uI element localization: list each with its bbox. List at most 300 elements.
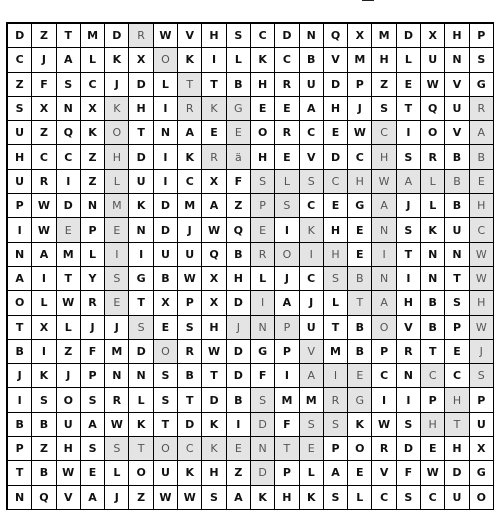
grid-cell[interactable]: K (105, 97, 129, 121)
grid-cell[interactable]: D (178, 413, 202, 437)
grid-cell[interactable]: H (251, 145, 275, 169)
grid-cell[interactable]: Z (81, 170, 105, 194)
grid-cell[interactable]: E (251, 218, 275, 242)
grid-cell[interactable]: B (421, 316, 445, 340)
grid-cell[interactable]: O (421, 121, 445, 145)
grid-cell[interactable]: R (251, 243, 275, 267)
grid-cell[interactable]: K (32, 364, 56, 388)
grid-cell[interactable]: Z (129, 486, 153, 510)
grid-cell[interactable]: U (154, 243, 178, 267)
grid-cell[interactable]: J (348, 97, 372, 121)
grid-cell[interactable]: L (105, 461, 129, 485)
grid-cell[interactable]: S (202, 486, 226, 510)
grid-cell[interactable]: R (397, 340, 421, 364)
grid-cell[interactable]: N (445, 243, 469, 267)
grid-cell[interactable]: Z (227, 194, 251, 218)
grid-cell[interactable]: S (57, 73, 81, 97)
grid-cell[interactable]: W (154, 24, 178, 48)
grid-cell[interactable]: N (397, 364, 421, 388)
grid-cell[interactable]: H (348, 170, 372, 194)
grid-cell[interactable]: H (445, 388, 469, 412)
grid-cell[interactable]: X (348, 24, 372, 48)
grid-cell[interactable]: W (421, 73, 445, 97)
grid-cell[interactable]: D (154, 194, 178, 218)
grid-cell[interactable]: M (57, 243, 81, 267)
grid-cell[interactable]: T (445, 413, 469, 437)
grid-cell[interactable]: P (275, 340, 299, 364)
grid-cell[interactable]: T (202, 364, 226, 388)
grid-cell[interactable]: D (227, 340, 251, 364)
grid-cell[interactable]: E (154, 316, 178, 340)
grid-cell[interactable]: G (129, 267, 153, 291)
grid-cell[interactable]: I (324, 364, 348, 388)
grid-cell[interactable]: S (470, 48, 494, 72)
grid-cell[interactable]: U (300, 316, 324, 340)
grid-cell[interactable]: L (81, 243, 105, 267)
grid-cell[interactable]: D (324, 73, 348, 97)
grid-cell[interactable]: H (202, 24, 226, 48)
grid-cell[interactable]: T (397, 243, 421, 267)
grid-cell[interactable]: S (227, 24, 251, 48)
grid-cell[interactable]: I (300, 243, 324, 267)
grid-cell[interactable]: U (129, 170, 153, 194)
grid-cell[interactable]: G (470, 73, 494, 97)
grid-cell[interactable]: I (57, 170, 81, 194)
grid-cell[interactable]: G (251, 340, 275, 364)
grid-cell[interactable]: I (154, 170, 178, 194)
grid-cell[interactable]: P (421, 388, 445, 412)
grid-cell[interactable]: F (275, 413, 299, 437)
grid-cell[interactable]: I (8, 388, 32, 412)
grid-cell[interactable]: H (324, 218, 348, 242)
grid-cell[interactable]: J (105, 486, 129, 510)
grid-cell[interactable]: Q (421, 97, 445, 121)
grid-cell[interactable]: R (202, 145, 226, 169)
grid-cell[interactable]: O (275, 243, 299, 267)
grid-cell[interactable]: W (202, 340, 226, 364)
grid-cell[interactable]: M (105, 194, 129, 218)
grid-cell[interactable]: M (372, 24, 396, 48)
grid-cell[interactable]: X (202, 291, 226, 315)
grid-cell[interactable]: G (348, 194, 372, 218)
grid-cell[interactable]: W (202, 218, 226, 242)
grid-cell[interactable]: S (129, 316, 153, 340)
grid-cell[interactable]: I (275, 218, 299, 242)
grid-cell[interactable]: L (421, 170, 445, 194)
grid-cell[interactable]: J (300, 291, 324, 315)
grid-cell[interactable]: K (129, 413, 153, 437)
grid-cell[interactable]: H (372, 145, 396, 169)
grid-cell[interactable]: H (445, 24, 469, 48)
grid-cell[interactable]: O (129, 461, 153, 485)
grid-cell[interactable]: P (275, 461, 299, 485)
grid-cell[interactable]: S (324, 413, 348, 437)
grid-cell[interactable]: T (8, 316, 32, 340)
grid-cell[interactable]: B (348, 316, 372, 340)
grid-cell[interactable]: V (178, 24, 202, 48)
grid-cell[interactable]: S (300, 413, 324, 437)
grid-cell[interactable]: S (470, 364, 494, 388)
grid-cell[interactable]: Y (81, 267, 105, 291)
grid-cell[interactable]: R (129, 24, 153, 48)
grid-cell[interactable]: C (421, 364, 445, 388)
grid-cell[interactable]: X (129, 48, 153, 72)
grid-cell[interactable]: W (470, 267, 494, 291)
grid-cell[interactable]: R (178, 340, 202, 364)
grid-cell[interactable]: L (275, 170, 299, 194)
grid-cell[interactable]: T (57, 24, 81, 48)
grid-cell[interactable]: I (372, 388, 396, 412)
grid-cell[interactable]: L (397, 48, 421, 72)
grid-cell[interactable]: V (397, 316, 421, 340)
grid-cell[interactable]: W (178, 486, 202, 510)
grid-cell[interactable]: ä (227, 145, 251, 169)
grid-cell[interactable]: J (32, 48, 56, 72)
grid-cell[interactable]: I (397, 267, 421, 291)
grid-cell[interactable]: E (324, 121, 348, 145)
grid-cell[interactable]: I (129, 243, 153, 267)
grid-cell[interactable]: T (129, 291, 153, 315)
grid-cell[interactable]: I (8, 218, 32, 242)
grid-cell[interactable]: A (300, 97, 324, 121)
grid-cell[interactable]: B (32, 461, 56, 485)
grid-cell[interactable]: D (227, 291, 251, 315)
grid-cell[interactable]: O (251, 121, 275, 145)
grid-cell[interactable]: L (154, 73, 178, 97)
grid-cell[interactable]: D (251, 413, 275, 437)
grid-cell[interactable]: S (251, 388, 275, 412)
grid-cell[interactable]: S (81, 388, 105, 412)
grid-cell[interactable]: H (397, 291, 421, 315)
grid-cell[interactable]: Q (227, 218, 251, 242)
grid-cell[interactable]: C (372, 364, 396, 388)
grid-cell[interactable]: K (178, 48, 202, 72)
grid-cell[interactable]: V (300, 145, 324, 169)
grid-cell[interactable]: S (178, 316, 202, 340)
grid-cell[interactable]: T (178, 388, 202, 412)
grid-cell[interactable]: T (445, 267, 469, 291)
grid-cell[interactable]: W (470, 243, 494, 267)
grid-cell[interactable]: S (324, 267, 348, 291)
grid-cell[interactable]: D (105, 24, 129, 48)
grid-cell[interactable]: K (300, 486, 324, 510)
grid-cell[interactable]: O (57, 388, 81, 412)
grid-cell[interactable]: O (154, 340, 178, 364)
grid-cell[interactable]: E (348, 364, 372, 388)
grid-cell[interactable]: T (178, 73, 202, 97)
grid-cell[interactable]: X (32, 97, 56, 121)
grid-cell[interactable]: S (32, 388, 56, 412)
grid-cell[interactable]: H (421, 413, 445, 437)
grid-cell[interactable]: D (227, 364, 251, 388)
grid-cell[interactable]: M (324, 340, 348, 364)
grid-cell[interactable]: V (57, 486, 81, 510)
grid-cell[interactable]: L (348, 486, 372, 510)
grid-cell[interactable]: L (227, 48, 251, 72)
grid-cell[interactable]: H (8, 145, 32, 169)
grid-cell[interactable]: U (470, 413, 494, 437)
grid-cell[interactable]: T (202, 73, 226, 97)
grid-cell[interactable]: F (397, 461, 421, 485)
grid-cell[interactable]: D (202, 388, 226, 412)
grid-cell[interactable]: S (8, 97, 32, 121)
grid-cell[interactable]: C (275, 48, 299, 72)
grid-cell[interactable]: R (421, 145, 445, 169)
grid-cell[interactable]: A (300, 364, 324, 388)
grid-cell[interactable]: S (154, 364, 178, 388)
grid-cell[interactable]: B (227, 388, 251, 412)
grid-cell[interactable]: W (348, 121, 372, 145)
grid-cell[interactable]: R (105, 388, 129, 412)
grid-cell[interactable]: N (8, 243, 32, 267)
grid-cell[interactable]: H (202, 316, 226, 340)
grid-cell[interactable]: E (81, 461, 105, 485)
grid-cell[interactable]: X (202, 170, 226, 194)
grid-cell[interactable]: I (202, 48, 226, 72)
grid-cell[interactable]: B (445, 170, 469, 194)
grid-cell[interactable]: R (275, 121, 299, 145)
grid-cell[interactable]: H (275, 486, 299, 510)
grid-cell[interactable]: C (178, 170, 202, 194)
grid-cell[interactable]: I (397, 121, 421, 145)
grid-cell[interactable]: A (57, 48, 81, 72)
grid-cell[interactable]: B (348, 340, 372, 364)
grid-cell[interactable]: N (372, 218, 396, 242)
grid-cell[interactable]: M (178, 194, 202, 218)
grid-cell[interactable]: M (81, 24, 105, 48)
grid-cell[interactable]: I (275, 364, 299, 388)
grid-cell[interactable]: W (32, 218, 56, 242)
grid-cell[interactable]: K (178, 145, 202, 169)
grid-cell[interactable]: E (348, 461, 372, 485)
grid-cell[interactable]: A (397, 170, 421, 194)
grid-cell[interactable]: B (470, 145, 494, 169)
grid-cell[interactable]: N (105, 364, 129, 388)
grid-cell[interactable]: N (421, 243, 445, 267)
grid-cell[interactable]: S (154, 388, 178, 412)
grid-cell[interactable]: H (324, 243, 348, 267)
grid-cell[interactable]: B (421, 291, 445, 315)
grid-cell[interactable]: I (154, 145, 178, 169)
grid-cell[interactable]: A (470, 121, 494, 145)
grid-cell[interactable]: O (154, 48, 178, 72)
grid-cell[interactable]: W (470, 316, 494, 340)
grid-cell[interactable]: B (154, 267, 178, 291)
grid-cell[interactable]: L (300, 461, 324, 485)
grid-cell[interactable]: B (445, 194, 469, 218)
grid-cell[interactable]: P (251, 194, 275, 218)
grid-cell[interactable]: W (57, 461, 81, 485)
grid-cell[interactable]: K (105, 48, 129, 72)
grid-cell[interactable]: U (421, 48, 445, 72)
grid-cell[interactable]: A (324, 461, 348, 485)
grid-cell[interactable]: X (81, 97, 105, 121)
grid-cell[interactable]: N (421, 267, 445, 291)
grid-cell[interactable]: Z (8, 73, 32, 97)
grid-cell[interactable]: A (275, 291, 299, 315)
grid-cell[interactable]: K (202, 97, 226, 121)
grid-cell[interactable]: P (470, 24, 494, 48)
grid-cell[interactable]: Z (32, 437, 56, 461)
grid-cell[interactable]: T (421, 340, 445, 364)
grid-cell[interactable]: K (81, 121, 105, 145)
grid-cell[interactable]: T (8, 461, 32, 485)
grid-cell[interactable]: F (227, 170, 251, 194)
grid-cell[interactable]: E (227, 437, 251, 461)
grid-cell[interactable]: H (470, 291, 494, 315)
grid-cell[interactable]: D (129, 145, 153, 169)
grid-cell[interactable]: K (251, 486, 275, 510)
grid-cell[interactable]: X (202, 267, 226, 291)
grid-cell[interactable]: E (397, 73, 421, 97)
grid-cell[interactable]: F (32, 73, 56, 97)
grid-cell[interactable]: W (32, 194, 56, 218)
grid-cell[interactable]: E (445, 340, 469, 364)
grid-cell[interactable]: B (8, 340, 32, 364)
grid-cell[interactable]: V (445, 73, 469, 97)
grid-cell[interactable]: D (397, 24, 421, 48)
grid-cell[interactable]: C (81, 73, 105, 97)
grid-cell[interactable]: K (348, 413, 372, 437)
grid-cell[interactable]: C (348, 145, 372, 169)
grid-cell[interactable]: W (421, 461, 445, 485)
grid-cell[interactable]: F (251, 364, 275, 388)
grid-cell[interactable]: C (57, 145, 81, 169)
grid-cell[interactable]: E (348, 218, 372, 242)
grid-cell[interactable]: H (202, 461, 226, 485)
grid-cell[interactable]: P (81, 218, 105, 242)
grid-cell[interactable]: A (32, 243, 56, 267)
grid-cell[interactable]: V (372, 461, 396, 485)
grid-cell[interactable]: O (8, 291, 32, 315)
grid-cell[interactable]: C (372, 486, 396, 510)
grid-cell[interactable]: L (57, 316, 81, 340)
grid-cell[interactable]: S (397, 218, 421, 242)
grid-cell[interactable]: L (421, 194, 445, 218)
grid-cell[interactable]: K (178, 461, 202, 485)
grid-cell[interactable]: S (105, 267, 129, 291)
grid-cell[interactable]: I (32, 340, 56, 364)
grid-cell[interactable]: X (32, 316, 56, 340)
grid-cell[interactable]: S (445, 291, 469, 315)
grid-cell[interactable]: R (81, 291, 105, 315)
grid-cell[interactable]: A (81, 486, 105, 510)
grid-cell[interactable]: H (57, 437, 81, 461)
grid-cell[interactable]: W (372, 170, 396, 194)
grid-cell[interactable]: C (470, 218, 494, 242)
grid-cell[interactable]: I (251, 291, 275, 315)
grid-cell[interactable]: E (105, 291, 129, 315)
grid-cell[interactable]: T (348, 291, 372, 315)
grid-cell[interactable]: B (8, 413, 32, 437)
grid-cell[interactable]: V (324, 48, 348, 72)
grid-cell[interactable]: Z (227, 461, 251, 485)
grid-cell[interactable]: E (421, 437, 445, 461)
grid-cell[interactable]: A (178, 121, 202, 145)
grid-cell[interactable]: C (300, 267, 324, 291)
grid-cell[interactable]: S (275, 194, 299, 218)
grid-cell[interactable]: J (105, 73, 129, 97)
grid-cell[interactable]: I (227, 413, 251, 437)
grid-cell[interactable]: S (251, 170, 275, 194)
grid-cell[interactable]: V (300, 340, 324, 364)
grid-cell[interactable]: H (129, 97, 153, 121)
grid-cell[interactable]: G (227, 97, 251, 121)
grid-cell[interactable]: W (154, 486, 178, 510)
grid-cell[interactable]: S (300, 170, 324, 194)
grid-cell[interactable]: I (397, 388, 421, 412)
grid-cell[interactable]: A (372, 291, 396, 315)
grid-cell[interactable]: E (470, 170, 494, 194)
grid-cell[interactable]: P (445, 316, 469, 340)
grid-cell[interactable]: Z (81, 145, 105, 169)
grid-cell[interactable]: L (324, 291, 348, 315)
grid-cell[interactable]: K (202, 413, 226, 437)
grid-cell[interactable]: N (251, 316, 275, 340)
grid-cell[interactable]: I (32, 267, 56, 291)
grid-cell[interactable]: D (397, 437, 421, 461)
grid-cell[interactable]: C (8, 48, 32, 72)
grid-cell[interactable]: K (251, 48, 275, 72)
grid-cell[interactable]: N (372, 267, 396, 291)
grid-cell[interactable]: P (178, 291, 202, 315)
grid-cell[interactable]: Q (57, 121, 81, 145)
grid-cell[interactable]: A (227, 486, 251, 510)
grid-cell[interactable]: F (81, 340, 105, 364)
grid-cell[interactable]: U (8, 121, 32, 145)
grid-cell[interactable]: J (397, 194, 421, 218)
grid-cell[interactable]: J (8, 364, 32, 388)
grid-cell[interactable]: B (445, 145, 469, 169)
grid-cell[interactable]: C (300, 194, 324, 218)
grid-cell[interactable]: J (178, 218, 202, 242)
grid-cell[interactable]: N (300, 24, 324, 48)
grid-cell[interactable]: J (275, 267, 299, 291)
grid-cell[interactable]: O (372, 316, 396, 340)
grid-cell[interactable]: G (348, 388, 372, 412)
grid-cell[interactable]: K (421, 218, 445, 242)
grid-cell[interactable]: K (202, 437, 226, 461)
grid-cell[interactable]: S (324, 486, 348, 510)
grid-cell[interactable]: E (202, 121, 226, 145)
grid-cell[interactable]: N (129, 218, 153, 242)
grid-cell[interactable]: A (202, 194, 226, 218)
grid-cell[interactable]: X (154, 291, 178, 315)
grid-cell[interactable]: E (105, 218, 129, 242)
grid-cell[interactable]: P (275, 316, 299, 340)
grid-cell[interactable]: M (300, 388, 324, 412)
grid-cell[interactable]: D (251, 461, 275, 485)
grid-cell[interactable]: V (445, 121, 469, 145)
grid-cell[interactable]: O (154, 437, 178, 461)
grid-cell[interactable]: D (154, 218, 178, 242)
grid-cell[interactable]: H (372, 48, 396, 72)
grid-cell[interactable]: K (300, 218, 324, 242)
grid-cell[interactable]: Q (324, 24, 348, 48)
grid-cell[interactable]: B (227, 243, 251, 267)
grid-cell[interactable]: P (470, 388, 494, 412)
grid-cell[interactable]: L (129, 388, 153, 412)
grid-cell[interactable]: T (57, 267, 81, 291)
grid-cell[interactable]: T (324, 316, 348, 340)
grid-cell[interactable]: O (470, 486, 494, 510)
grid-cell[interactable]: Z (32, 24, 56, 48)
grid-cell[interactable]: P (324, 437, 348, 461)
grid-cell[interactable]: P (81, 364, 105, 388)
grid-cell[interactable]: I (372, 243, 396, 267)
grid-cell[interactable]: S (81, 437, 105, 461)
grid-cell[interactable]: M (105, 340, 129, 364)
